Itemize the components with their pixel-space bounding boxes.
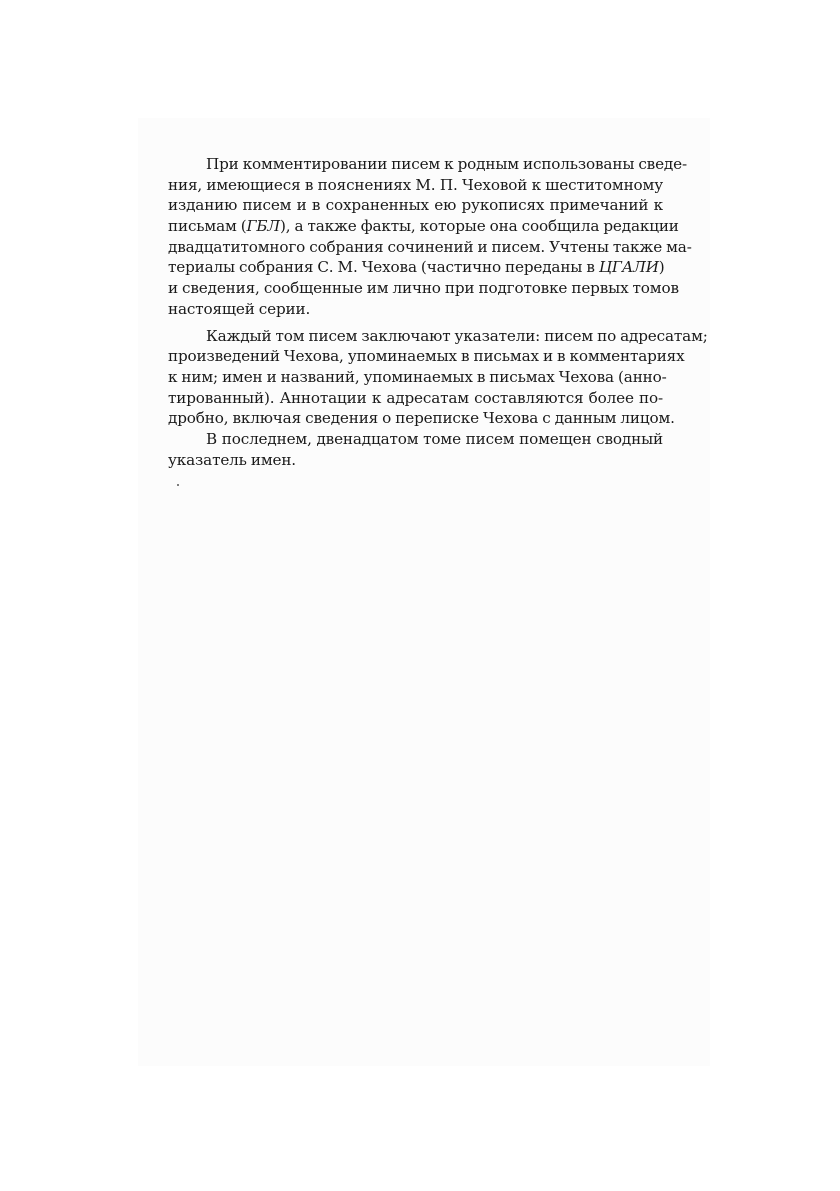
paragraph-1 [168, 154, 692, 320]
text-line: к ним; имен и названий, упоминаемых в письмах Чехова (анно- [168, 367, 667, 386]
text-line: указатель имен. [168, 450, 296, 469]
text-line: произведений Чехова, упоминаемых в письмах и в комментариях [168, 347, 685, 366]
paragraph-2 [168, 326, 708, 429]
text-line: При комментировании писем к родным использованы сведе- [206, 155, 687, 173]
text-line: Каждый том писем заключают указатели: писем по адресатам; [206, 326, 708, 345]
text-line: териалы собрания С. М. Чехова (частично переданы в ЦГАЛИ) [168, 258, 665, 277]
paragraph-3 [168, 429, 663, 470]
text-line: настоящей серии. [168, 299, 311, 318]
text-line: двадцатитомного собрания сочинений и писем. Учтены также ма- [168, 237, 692, 256]
text-line: и сведения, сообщенные им лично при подготовке первых томов [168, 279, 679, 298]
text-line: ния, имеющиеся в пояснениях М. П. Чеховой к шеститомному [168, 175, 663, 194]
text-line: дробно, включая сведения о переписке Чехова с данным лицом. [168, 409, 675, 428]
text-line: В последнем, двенадцатом томе писем помещен сводный [206, 429, 663, 448]
document-body [168, 154, 708, 470]
text-line: тированный). Аннотации к адресатам составляются более по- [168, 388, 663, 407]
stray-mark [177, 484, 179, 486]
text-line: письмам (ГБЛ), а также факты, которые она сообщила редакции [168, 217, 679, 236]
text-line: изданию писем и в сохраненных ею рукописях примечаний к [168, 196, 663, 215]
